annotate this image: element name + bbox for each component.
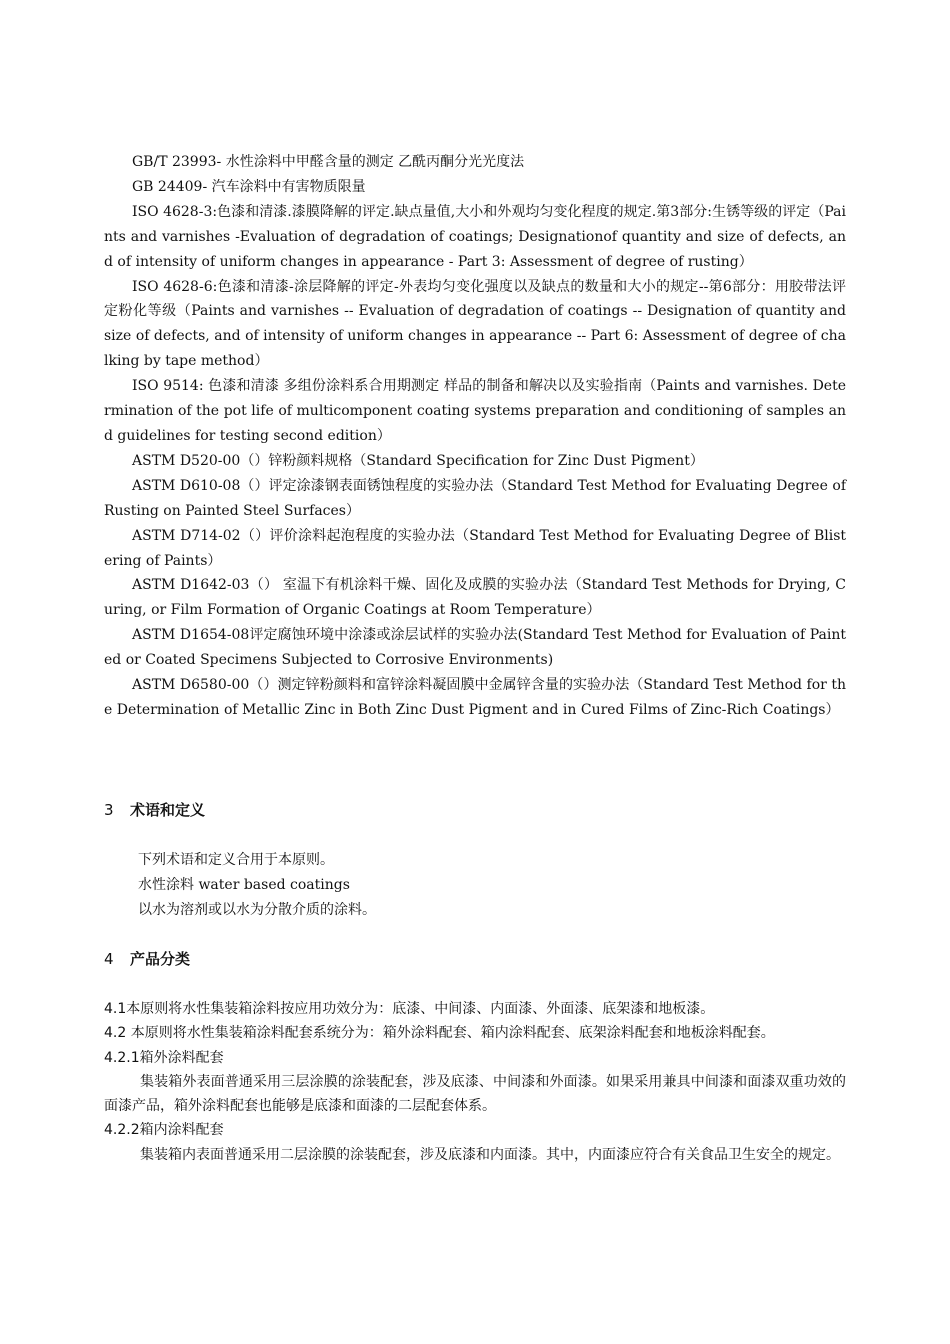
reference-item: ISO 4628-3:色漆和清漆.漆膜降解的评定.缺点量值,大小和外观均匀变化程度的规定.第3部分:生锈等级的评定（Paints and varnishes -Evaluation of degradation of coatings; Designationof quantity and size of defects, and of intensity of uniform changes in appearance - Part 3: Assessment of degree of rusting） (104, 203, 846, 270)
reference-item: ASTM D610-08（）评定涂漆钢表面锈蚀程度的实验办法（Standard Test Method for Evaluating Degree of Rusting on Painted Steel Surfaces） (104, 477, 846, 519)
clause-4-2: 4.2 本原则将水性集装箱涂料配套系统分为：箱外涂料配套、箱内涂料配套、底架涂料配套和地板涂料配套。 (104, 1025, 775, 1042)
section-number: 3 (104, 801, 114, 819)
reference-item: ASTM D714-02（）评价涂料起泡程度的实验办法（Standard Test Method for Evaluating Degree of Blistering of Paints） (104, 527, 846, 569)
section-heading-terms (104, 799, 205, 821)
term-entry: 水性涂料 water based coatings (138, 876, 350, 893)
reference-item: ASTM D1642-03（） 室温下有机涂料干燥、固化及成膜的实验办法（Standard Test Methods for Drying, Curing, or Film Formation of Organic Coatings at Room Temperature） (104, 577, 846, 619)
normative-references-list (104, 150, 846, 723)
term-definition: 以水为溶剂或以水为分散介质的涂料。 (138, 901, 376, 918)
clause-4-2-2-title: 4.2.2箱内涂料配套 (104, 1122, 224, 1139)
section-title: 产品分类 (130, 950, 191, 968)
reference-item: ASTM D6580-00（）测定锌粉颜料和富锌涂料凝固膜中金属锌含量的实验办法（Standard Test Method for the Determination of Metallic Zinc in Both Zinc Dust Pigment and in Cured Films of Zinc-Rich Coatings） (104, 677, 846, 718)
classification-block (104, 997, 846, 1167)
terms-intro: 下列术语和定义合用于本原则。 (138, 852, 334, 868)
reference-item: ISO 4628-6:色漆和清漆-涂层降解的评定-外表均匀变化强度以及缺点的数量和大小的规定--第6部分：用胶带法评定粉化等级（Paints and varnishes -- Evaluation of degradation of coatings -- Designation of quantity and size of defects, and of intensity of uniform changes in appearance -- Part 6: Assessment of degree of chalking by tape method） (104, 278, 846, 370)
reference-item: ASTM D520-00（）锌粉颜料规格（Standard Specification for Zinc Dust Pigment） (132, 452, 704, 469)
section-title: 术语和定义 (130, 801, 206, 819)
reference-item: ASTM D1654-08评定腐蚀环境中涂漆或涂层试样的实验办法(Standard Test Method for Evaluation of Painted or Coated Specimens Subjected to Corrosive Environments) (104, 627, 846, 669)
clause-4-2-1-text: 集装箱外表面普通采用三层涂膜的涂装配套，涉及底漆、中间漆和外面漆。如果采用兼具中间漆和面漆双重功效的面漆产品，箱外涂料配套也能够是底漆和面漆的二层配套体系。 (104, 1073, 846, 1115)
clause-4-2-2-text: 集装箱内表面普通采用二层涂膜的涂装配套，涉及底漆和内面漆。其中，内面漆应符合有关食品卫生安全的规定。 (140, 1146, 840, 1163)
reference-item: ISO 9514: 色漆和清漆 多组份涂料系合用期测定 样品的制备和解决以及实验指南（Paints and varnishes. Determination of the pot life of multicomponent coating systems preparation and conditioning of samples and guidelines for testing second edition） (104, 378, 846, 444)
clause-4-1: 4.1本原则将水性集装箱涂料按应用功效分为：底漆、中间漆、内面漆、外面漆、底架漆和地板漆。 (104, 1001, 715, 1017)
section-number: 4 (104, 950, 114, 968)
reference-item: GB 24409- 汽车涂料中有害物质限量 (132, 178, 366, 195)
section-heading-classification (104, 948, 190, 970)
reference-item: GB/T 23993- 水性涂料中甲醛含量的测定 乙酰丙酮分光光度法 (132, 154, 525, 170)
clause-4-2-1-title: 4.2.1箱外涂料配套 (104, 1049, 224, 1066)
terms-definitions-block (138, 848, 838, 923)
